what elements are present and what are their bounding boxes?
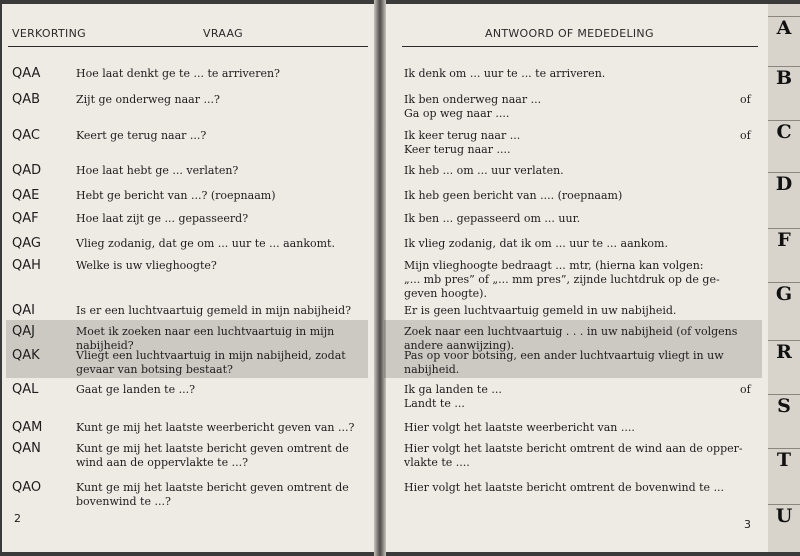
header-question: VRAAG — [203, 27, 243, 40]
page-number-left: 2 — [14, 512, 21, 525]
row-code: QAJ — [12, 324, 35, 339]
answer-line: Ga op weg naar .... — [404, 107, 510, 120]
row-question — [76, 212, 364, 226]
row-answer — [404, 259, 752, 301]
or-marker: of — [740, 383, 751, 396]
answer-line: Pas op voor botsing, een ander luchtvaartuig vliegt in uw — [404, 349, 724, 362]
row-question — [76, 189, 364, 203]
question-line: Vliegt een luchtvaartuig in mijn nabijheid, zodat — [76, 349, 346, 362]
row-answer — [404, 442, 752, 470]
index-tab-f[interactable]: F — [768, 228, 800, 251]
row-answer — [404, 93, 752, 121]
row-answer — [404, 67, 752, 81]
or-marker: of — [740, 93, 751, 106]
answer-line: Ik ben onderweg naar ... — [404, 93, 542, 106]
row-answer — [404, 421, 752, 435]
row-answer — [404, 383, 752, 411]
index-tab-r[interactable]: R — [768, 340, 800, 363]
row-question — [76, 93, 364, 107]
row-code: QAA — [12, 66, 41, 81]
row-answer — [404, 189, 752, 203]
row-answer — [404, 349, 752, 377]
row-code: QAG — [12, 236, 41, 251]
index-tab-d[interactable]: D — [768, 172, 800, 195]
answer-line: Ik heb geen bericht van .... (roepnaam) — [404, 189, 623, 202]
row-answer — [404, 129, 752, 157]
answer-line: Ik ben ... gepasseerd om ... uur. — [404, 212, 581, 225]
question-line: Moet ik zoeken naar een luchtvaartuig in mijn — [76, 325, 335, 338]
row-code: QAH — [12, 258, 41, 273]
row-question — [76, 237, 364, 251]
question-line: Hoe laat denkt ge te ... te arriveren? — [76, 67, 280, 80]
question-line: Keert ge terug naar ...? — [76, 129, 207, 142]
index-tab-b[interactable]: B — [768, 66, 800, 89]
index-tab-a[interactable]: A — [768, 16, 800, 39]
answer-line: andere aanwijzing). — [404, 339, 515, 352]
answer-line: Mijn vlieghoogte bedraagt ... mtr, (hierna kan volgen: — [404, 259, 704, 272]
index-tab-c[interactable]: C — [768, 120, 800, 143]
row-code: QAI — [12, 303, 35, 318]
answer-line: Ik keer terug naar ... — [404, 129, 521, 142]
question-line: Is er een luchtvaartuig gemeld in mijn nabijheid? — [76, 304, 352, 317]
header-rule-left — [8, 46, 368, 47]
row-question — [76, 259, 364, 273]
answer-line: „... mb pres” of „... mm pres”, zijnde luchtdruk op de ge- — [404, 273, 720, 286]
answer-line: Ik ga landen te ... — [404, 383, 502, 396]
answer-line: Ik denk om ... uur te ... te arriveren. — [404, 67, 606, 80]
header-code: VERKORTING — [12, 27, 86, 40]
answer-line: vlakte te .... — [404, 456, 470, 469]
answer-line: geven hoogte). — [404, 287, 487, 300]
row-code: QAB — [12, 92, 41, 107]
answer-line: Hier volgt het laatste bericht omtrent de bovenwind te ... — [404, 481, 725, 494]
header-answer: ANTWOORD OF MEDEDELING — [485, 27, 654, 40]
page-number-right: 3 — [744, 518, 751, 531]
question-line: Welke is uw vlieghoogte? — [76, 259, 217, 272]
answer-line: nabijheid. — [404, 363, 460, 376]
row-question — [76, 164, 364, 178]
row-code: QAL — [12, 382, 39, 397]
row-code: QAO — [12, 480, 42, 495]
index-tab-t[interactable]: T — [768, 448, 800, 471]
answer-line: Er is geen luchtvaartuig gemeld in uw nabijheid. — [404, 304, 677, 317]
row-answer — [404, 237, 752, 251]
row-question — [76, 383, 364, 397]
row-question — [76, 481, 364, 509]
row-question — [76, 129, 364, 143]
index-tab-g[interactable]: G — [768, 282, 800, 305]
answer-line: Hier volgt het laatste bericht omtrent de wind aan de opper- — [404, 442, 743, 455]
row-answer — [404, 212, 752, 226]
question-line: Hoe laat hebt ge ... verlaten? — [76, 164, 239, 177]
row-question — [76, 421, 364, 435]
question-line: wind aan de oppervlakte te ...? — [76, 456, 248, 469]
row-code: QAC — [12, 128, 40, 143]
or-marker: of — [740, 129, 751, 142]
row-answer — [404, 304, 752, 318]
index-tab-s[interactable]: S — [768, 394, 800, 417]
question-line: Kunt ge mij het laatste weerbericht geven van ...? — [76, 421, 355, 434]
row-code: QAD — [12, 163, 42, 178]
row-code: QAK — [12, 348, 40, 363]
answer-line: Keer terug naar .... — [404, 143, 511, 156]
row-answer — [404, 164, 752, 178]
question-line: Gaat ge landen te ...? — [76, 383, 195, 396]
row-question — [76, 442, 364, 470]
question-line: nabijheid? — [76, 339, 134, 352]
question-line: Zijt ge onderweg naar ...? — [76, 93, 220, 106]
row-question — [76, 304, 364, 318]
row-answer — [404, 481, 752, 495]
question-line: Hoe laat zijt ge ... gepasseerd? — [76, 212, 249, 225]
row-question — [76, 67, 364, 81]
answer-line: Hier volgt het laatste weerbericht van .... — [404, 421, 635, 434]
question-line: Hebt ge bericht van ...? (roepnaam) — [76, 189, 276, 202]
question-line: Vlieg zodanig, dat ge om ... uur te ... aankomt. — [76, 237, 335, 250]
row-question — [76, 349, 364, 377]
answer-line: Ik vlieg zodanig, dat ik om ... uur te ... aankom. — [404, 237, 668, 250]
answer-line: Zoek naar een luchtvaartuig . . . in uw nabijheid (of volgens — [404, 325, 738, 338]
question-line: gevaar van botsing bestaat? — [76, 363, 233, 376]
row-code: QAF — [12, 211, 39, 226]
answer-line: Ik heb ... om ... uur verlaten. — [404, 164, 564, 177]
question-line: Kunt ge mij het laatste bericht geven omtrent de — [76, 442, 349, 455]
row-code: QAN — [12, 441, 41, 456]
header-rule-right — [402, 46, 758, 47]
index-tab-u[interactable]: U — [768, 504, 800, 527]
row-code: QAE — [12, 188, 40, 203]
question-line: bovenwind te ...? — [76, 495, 171, 508]
book-gutter — [374, 0, 386, 556]
question-line: Kunt ge mij het laatste bericht geven omtrent de — [76, 481, 349, 494]
row-code: QAM — [12, 420, 43, 435]
answer-line: Landt te ... — [404, 397, 465, 410]
